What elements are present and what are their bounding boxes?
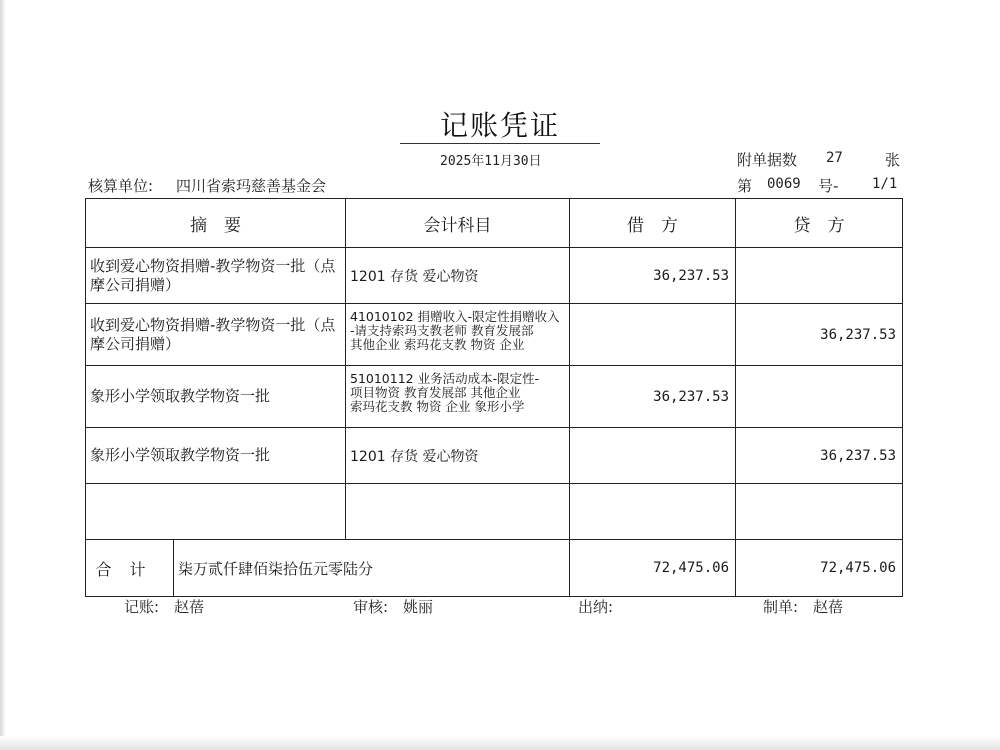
preparer-signature: 制单: 赵蓓 bbox=[763, 598, 844, 616]
total-credit: 72,475.06 bbox=[736, 540, 903, 597]
account-line: 其他企业 索玛花支教 物资 企业 bbox=[350, 337, 525, 352]
total-amount-in-words: 柒万贰仟肆佰柒拾伍元零陆分 bbox=[174, 540, 570, 597]
reviewer-signature: 审核: 姚丽 bbox=[353, 598, 434, 616]
row-debit bbox=[570, 304, 736, 366]
page-indicator: 1/1 bbox=[872, 176, 898, 192]
header-credit: 贷 方 bbox=[736, 199, 903, 248]
row-account bbox=[346, 304, 570, 366]
row-credit: 36,237.53 bbox=[736, 304, 903, 366]
row-debit: 36,237.53 bbox=[570, 248, 736, 304]
scan-shadow-bottom bbox=[0, 736, 1000, 750]
voucher-table bbox=[85, 198, 903, 597]
account-line: -请支持索玛支教老师 教育发展部 bbox=[350, 323, 534, 338]
voucher-title: 记账凭证 bbox=[439, 109, 560, 142]
row-credit bbox=[736, 366, 903, 428]
unit-name: 四川省索玛慈善基金会 bbox=[176, 177, 327, 195]
row-summary: 象形小学领取教学物资一批 bbox=[86, 366, 346, 428]
row-credit bbox=[736, 484, 903, 540]
total-row bbox=[86, 540, 903, 597]
table-header-row bbox=[86, 199, 903, 248]
row-debit bbox=[570, 484, 736, 540]
table-row bbox=[86, 366, 903, 428]
table-row-empty bbox=[86, 484, 903, 540]
account-line: 索玛花支教 物资 企业 象形小学 bbox=[350, 399, 525, 414]
attachments-unit: 张 bbox=[885, 151, 901, 169]
account-line: 项目物资 教育发展部 其他企业 bbox=[350, 385, 521, 400]
number-suffix: 号- bbox=[818, 177, 839, 195]
row-account bbox=[346, 366, 570, 428]
attachments-label: 附单据数 bbox=[737, 151, 798, 169]
row-credit: 36,237.53 bbox=[736, 428, 903, 484]
row-summary: 收到爱心物资捐赠-教学物资一批（点摩公司捐赠） bbox=[86, 248, 346, 304]
account-line: 41010102 捐赠收入-限定性捐赠收入 bbox=[350, 309, 560, 324]
account-line: 51010112 业务活动成本-限定性- bbox=[350, 371, 540, 386]
total-debit: 72,475.06 bbox=[570, 540, 736, 597]
table-row bbox=[86, 248, 903, 304]
row-summary bbox=[86, 484, 346, 540]
table-row bbox=[86, 304, 903, 366]
row-summary: 象形小学领取教学物资一批 bbox=[86, 428, 346, 484]
row-debit bbox=[570, 428, 736, 484]
row-debit: 36,237.53 bbox=[570, 366, 736, 428]
row-account bbox=[346, 484, 570, 540]
row-credit bbox=[736, 248, 903, 304]
row-account: 1201 存货 爱心物资 bbox=[346, 248, 570, 304]
voucher-number: 0069 bbox=[767, 176, 801, 192]
header-account: 会计科目 bbox=[346, 199, 570, 248]
total-label: 合计 bbox=[86, 540, 174, 597]
row-account: 1201 存货 爱心物资 bbox=[346, 428, 570, 484]
unit-label: 核算单位: bbox=[88, 177, 154, 195]
header-debit: 借 方 bbox=[570, 199, 736, 248]
attachments-count: 27 bbox=[826, 150, 843, 166]
number-prefix: 第 bbox=[737, 177, 753, 195]
title-underline bbox=[400, 143, 600, 144]
row-summary: 收到爱心物资捐赠-教学物资一批（点摩公司捐赠） bbox=[86, 304, 346, 366]
table-row bbox=[86, 428, 903, 484]
voucher-date: 2025年11月30日 bbox=[440, 154, 542, 169]
header-summary: 摘 要 bbox=[86, 199, 346, 248]
bookkeeper-signature: 记账: 赵蓓 bbox=[124, 598, 205, 616]
cashier-signature: 出纳: bbox=[578, 598, 614, 616]
